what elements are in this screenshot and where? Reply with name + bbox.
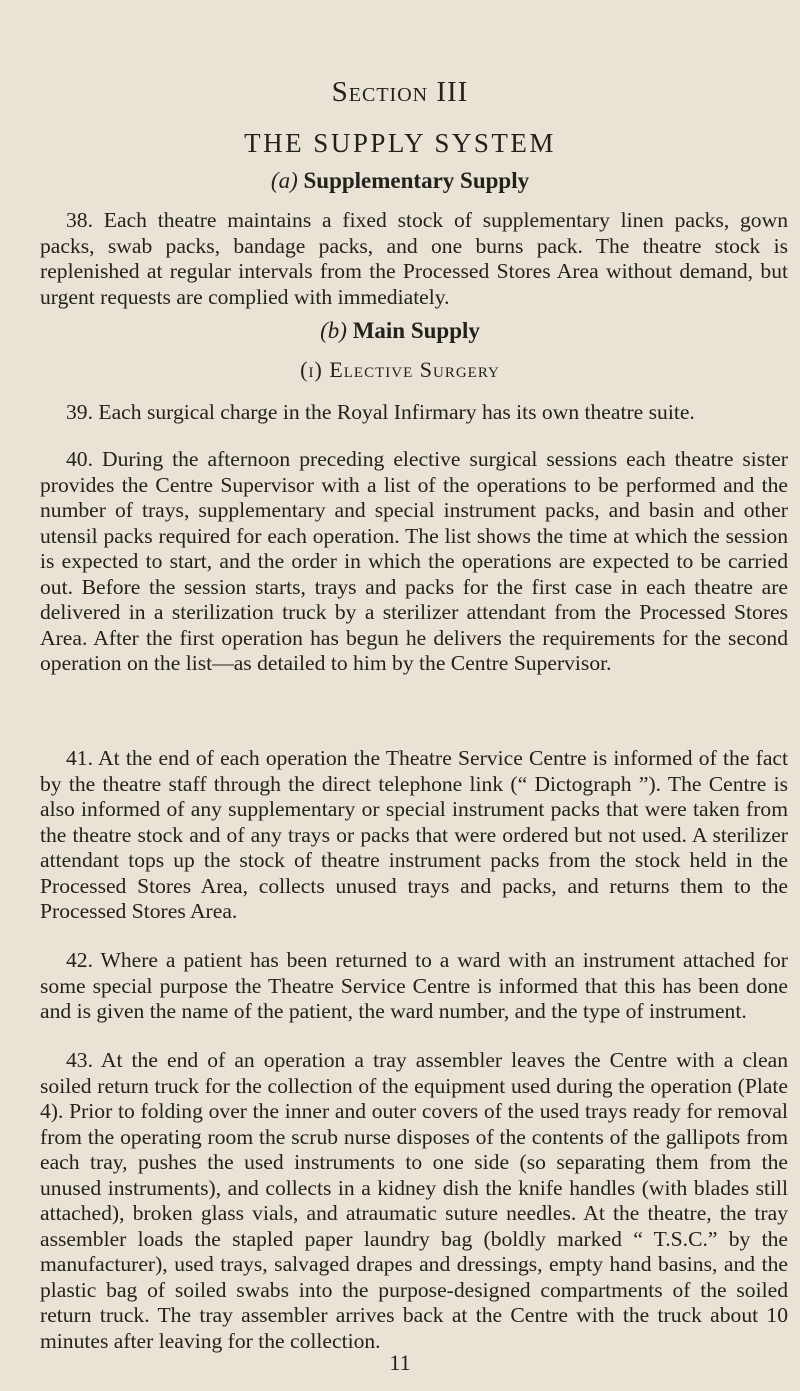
subsection-b-label: (b) bbox=[320, 318, 347, 343]
paragraph-38: 38. Each theatre maintains a fixed stock of supplementary linen packs, gown packs, swab packs, bandage packs, and one burns pack. The theatre stock is replenished at regular intervals from the Processed Stores Area without demand, but urgent requests are complied with immediately. bbox=[40, 208, 788, 309]
paragraph-41: 41. At the end of each operation the Theatre Service Centre is informed of the fact by the theatre staff through the direct telephone link (“ Dictograph ”). The Centre is also informed of any supplementary or special instrument packs that were taken from the theatre stock and of any trays or packs that were ordered but not used. A sterilizer attendant tops up the stock of theatre instrument packs from the stock held in the Processed Stores Area, collects unused trays and packs, and returns them to the Processed Stores Area. bbox=[40, 746, 788, 923]
paragraph-42: 42. Where a patient has been returned to a ward with an instrument attached for some special purpose the Theatre Service Centre is informed that this has been done and is given the name of the patient, the ward number, and the type of instrument. bbox=[40, 948, 788, 1023]
paragraph-39: 39. Each surgical charge in the Royal Infirmary has its own theatre suite. bbox=[66, 400, 695, 424]
subsection-a-title: Supplementary Supply bbox=[303, 168, 530, 193]
subsection-a-heading bbox=[0, 168, 800, 194]
page-number: 11 bbox=[389, 1350, 411, 1375]
subsection-b-i-label: (i) bbox=[300, 357, 323, 382]
subsection-b-i-title: Elective Surgery bbox=[329, 357, 500, 382]
section-heading: Section III bbox=[331, 76, 469, 108]
page-title: THE SUPPLY SYSTEM bbox=[244, 128, 556, 158]
subsection-a-label: (a) bbox=[270, 168, 298, 193]
paragraph-43: 43. At the end of an operation a tray assembler leaves the Centre with a clean soiled return truck for the collection of the equipment used during the operation (Plate 4). Prior to folding over the inner and outer covers of the used trays ready for removal from the operating room the scrub nurse disposes of the contents of the gallipots from each tray, pushes the used instruments to one side (so separating them from the unused instruments), and collects in a kidney dish the knife handles (with blades still attached), broken glass vials, and atraumatic suture needles. At the theatre, the tray assembler loads the stapled paper laundry bag (boldly marked “ T.S.C.” by the manufacturer), used trays, salvaged drapes and dressings, empty hand basins, and the plastic bag of soiled swabs into the purpose-designed compartments of the soiled return truck. The tray assembler arrives back at the Centre with the truck about 10 minutes after leaving for the collection. bbox=[40, 1048, 788, 1353]
subsection-b-i-heading bbox=[0, 357, 800, 383]
subsection-b-title: Main Supply bbox=[352, 318, 480, 343]
subsection-b-heading bbox=[0, 318, 800, 344]
paragraph-40: 40. During the afternoon preceding elective surgical sessions each theatre sister provides the Centre Supervisor with a list of the operations to be performed and the number of trays, supplementary and special instrument packs, and basin and other utensil packs required for each operation. The list shows the time at which the session is expected to start, and the order in which the operations are expected to be carried out. Before the session starts, trays and packs for the first case in each theatre are delivered in a sterilization truck by a sterilizer attendant from the Processed Stores Area. After the first operation has begun he delivers the requirements for the second operation on the list—as detailed to him by the Centre Supervisor. bbox=[40, 447, 788, 675]
